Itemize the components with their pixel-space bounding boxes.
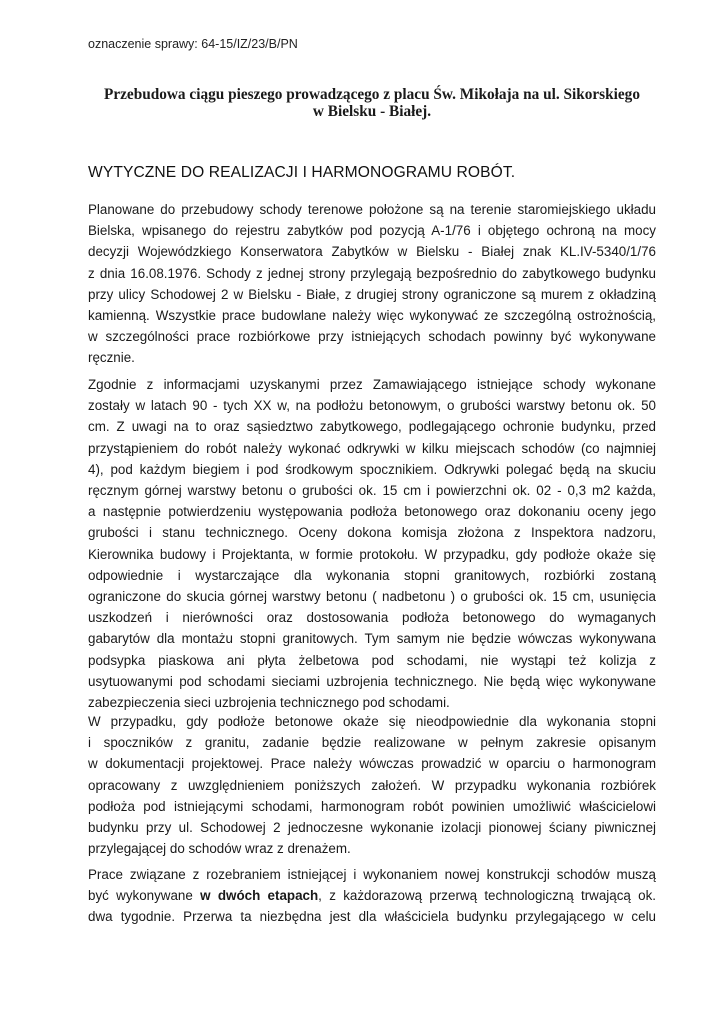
paragraph-line: usytuowanymi pod schodami sieciami uzbrojenia technicznego. Nie będą więc wykonywane	[88, 673, 656, 689]
paragraph-4	[88, 864, 656, 928]
paragraph-line: ręcznie.	[88, 350, 135, 366]
paragraph-line: Zgodnie z informacjami uzyskanymi przez Zamawiającego istniejące schody wykonane	[88, 377, 656, 392]
paragraph-line: z dnia 16.08.1976. Schody z jednej strony przylegają bezpośrednio do zabytkowego budynku	[88, 265, 656, 281]
paragraph-line: i spoczników z granitu, zadanie będzie realizowane w pełnym zakresie opisanym	[88, 735, 656, 751]
paragraph-line-with-emphasis	[88, 885, 656, 906]
paragraph-line: cm. Z uwagi na to oraz sąsiedztwo zabytkowego, podlegającego ochronie budynku, przed	[88, 419, 656, 435]
emphasis-two-stages: w dwóch etapach	[200, 888, 319, 904]
paragraph-line: ręcznym górnej warstwy betonu o grubości ok. 15 cm i powierzchni ok. 02 - 0,3 m2 każda,	[88, 483, 656, 499]
paragraph-line: dwa tygodnie. Przerwa ta niezbędna jest dla właściciela budynku przylegającego w celu	[88, 909, 656, 925]
paragraph-line: w szczególności prace rozbiórkowe przy istniejących schodach powinny być wykonywane	[88, 329, 656, 345]
paragraph-1	[88, 199, 656, 369]
paragraph-line: podsypka piaskowa ani płyta żelbetowa pod schodami, nie wystąpi też kolizja z	[88, 652, 656, 668]
line-text: , z każdorazową przerwą technologiczną trwającą ok.	[318, 888, 656, 904]
paragraph-line: opracowany z uwzględnieniem poniższych założeń. W przypadku wykonania rozbiórek	[88, 777, 656, 793]
paragraph-line: przy ulicy Schodowej 2 w Bielsku - Białe, z drugiej strony ograniczone są murem z okładziną	[88, 286, 656, 302]
paragraph-line: 4), pod każdym biegiem i pod środkowym spocznikiem. Odkrywki polegać będą na skuciu	[88, 461, 656, 477]
section-heading: WYTYCZNE DO REALIZACJI I HARMONOGRAMU ROBÓT.	[88, 164, 516, 181]
line-text: być wykonywane	[88, 888, 201, 904]
paragraph-line: gabarytów dla montażu stopni granitowych. Tym samym nie będzie wówczas wykonywana	[88, 631, 656, 647]
paragraph-line: a następnie potwierdzeniu występowania podłoża betonowego oraz dokonaniu oceny jego	[88, 504, 656, 520]
case-reference: oznaczenie sprawy: 64-15/IZ/23/B/PN	[88, 37, 298, 51]
paragraph-line: Planowane do przebudowy schody terenowe położone są na terenie staromiejskiego układu	[88, 202, 656, 217]
paragraph-line: uszkodzeń i nierówności oraz dostosowania podłoża betonowego do wymaganych	[88, 610, 656, 626]
document-title	[88, 86, 656, 120]
paragraph-line: grubości i stanu technicznego. Oceny dokona komisja złożona z Inspektora nadzoru,	[88, 525, 656, 541]
paragraph-line: decyzji Wojewódzkiego Konserwatora Zabytków w Bielsku - Białej znak KL.IV-5340/1/76	[88, 244, 656, 260]
paragraph-line: kamienną. Wszystkie prace budowlane należy więc wykonywać ze szczególną ostrożnością,	[88, 308, 656, 324]
paragraph-line: podłoża pod istniejącymi schodami, harmonogram robót powinien umożliwić właścicielowi	[88, 798, 656, 814]
paragraph-line: przystąpieniem do robót należy wykonać odkrywki w kilku miejscach schodów (co najmniej	[88, 440, 656, 456]
paragraph-line: W przypadku, gdy podłoże betonowe okaże się nieodpowiednie dla wykonania stopni	[88, 714, 656, 729]
paragraph-line: w dokumentacji projektowej. Prace należy wówczas prowadzić w oparciu o harmonogram	[88, 756, 656, 772]
title-line-1: Przebudowa ciągu pieszego prowadzącego z placu Św. Mikołaja na ul. Sikorskiego	[104, 86, 640, 103]
paragraph-2	[88, 374, 656, 713]
paragraph-line: przylegającej do schodów wraz z drenażem.	[88, 841, 351, 857]
title-line-2: w Bielsku - Białej.	[312, 103, 432, 120]
paragraph-line: zostały w latach 90 - tych XX w, na podłożu betonowym, o grubości warstwy betonu ok. 50	[88, 398, 656, 414]
paragraph-line: Kierownika budowy i Projektanta, w formie protokołu. W przypadku, gdy podłoże okaże się	[88, 546, 656, 562]
paragraph-line: Bielska, wpisanego do rejestru zabytków pod pozycją A-1/76 i objętego ochroną na mocy	[88, 223, 656, 239]
paragraph-line: odpowiednie i wystarczające dla wykonania stopni granitowych, rozbiórki zostaną	[88, 567, 656, 583]
paragraph-line: zabezpieczenia sieci uzbrojenia technicznego pod schodami.	[88, 695, 450, 711]
paragraph-line: ograniczone do skucia górnej warstwy betonu ( nadbetonu ) o grubości ok. 15 cm, usunięcia	[88, 589, 656, 605]
paragraph-line: budynku przy ul. Schodowej 2 jednoczesne wykonanie izolacji pionowej ściany piwnicznej	[88, 820, 656, 836]
paragraph-line: Prace związane z rozebraniem istniejącej i wykonaniem nowej konstrukcji schodów muszą	[88, 867, 656, 882]
paragraph-3	[88, 711, 656, 859]
